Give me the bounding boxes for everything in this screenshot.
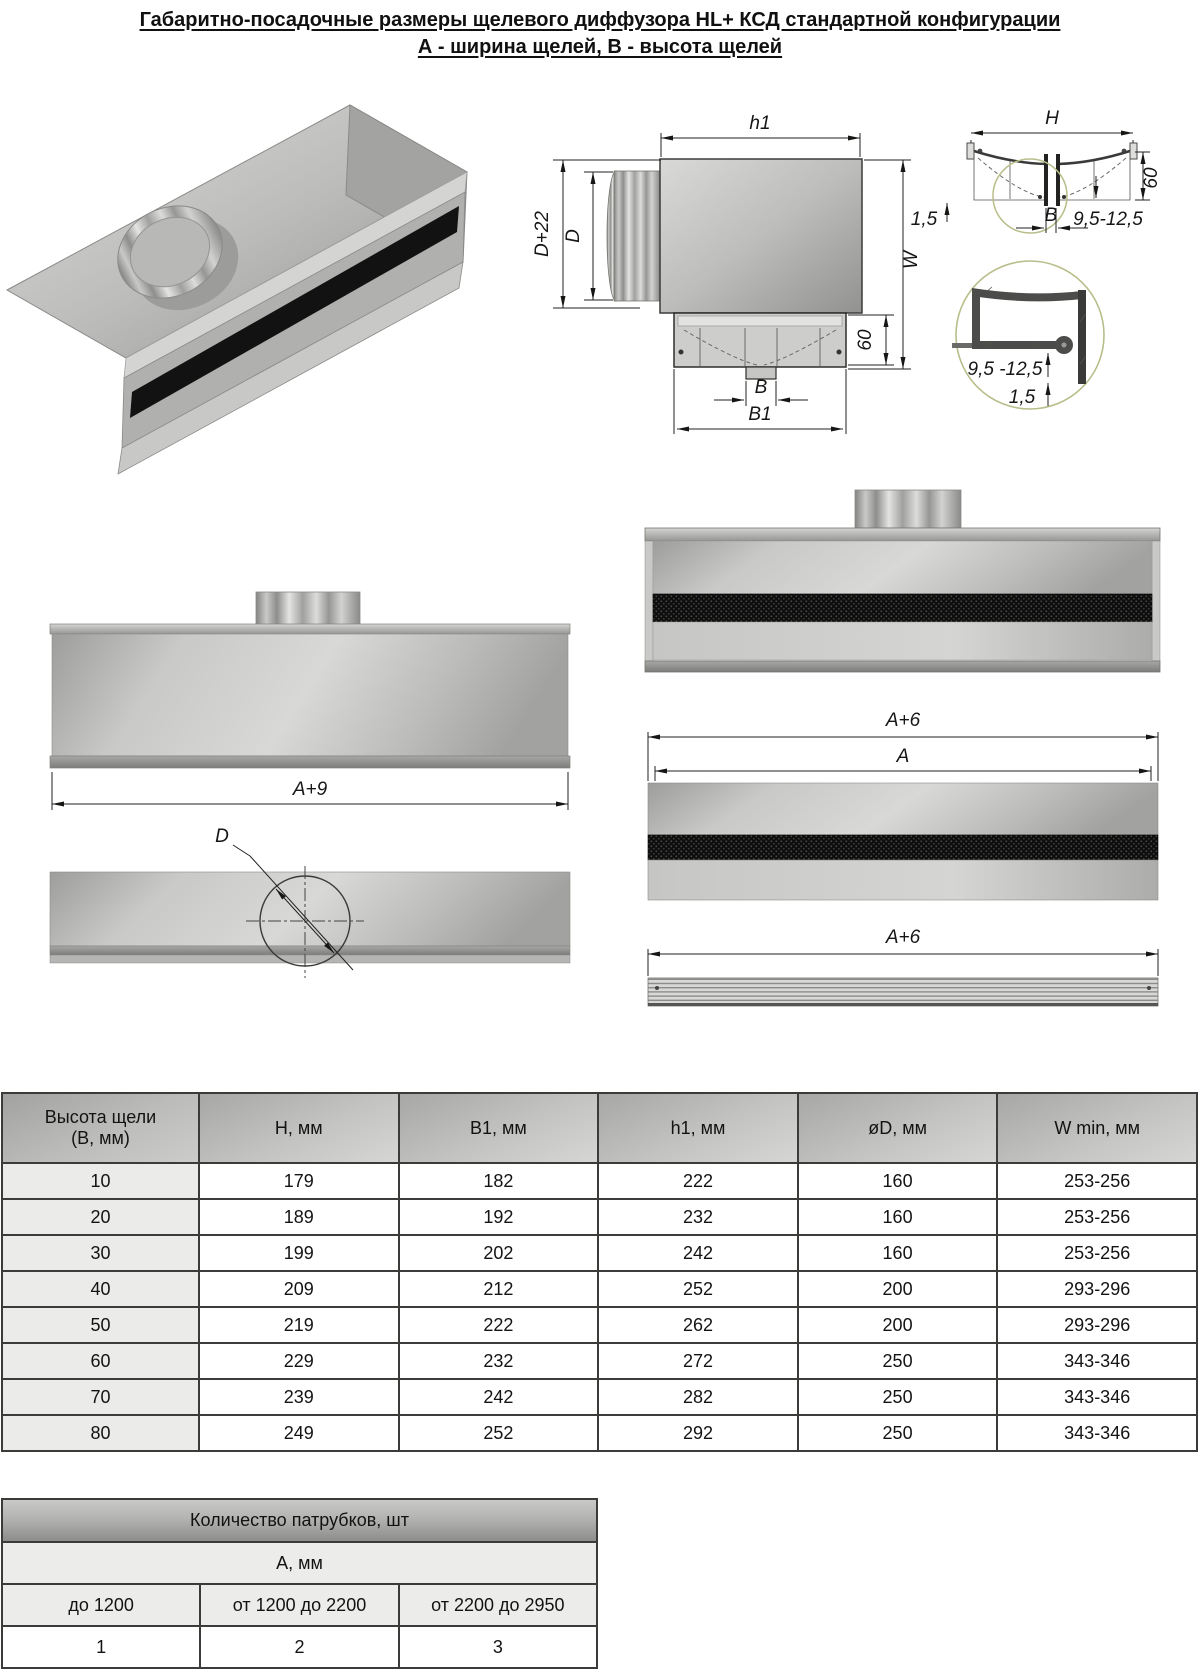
header-d: øD, мм: [798, 1093, 998, 1163]
iso-view: [7, 105, 467, 474]
pipe-table-title: Количество патрубков, шт: [2, 1499, 597, 1542]
table-row: 70 239 242 282 250 343-346: [2, 1379, 1197, 1415]
table-row: 50 219 222 262 200 293-296: [2, 1307, 1197, 1343]
pipe-table-subtitle: А, мм: [2, 1542, 597, 1584]
dim-depth-magnified: 9,5 -12,5: [967, 359, 1043, 380]
side-section-view: [532, 113, 922, 434]
dim-1-5-magnified: 1,5: [1008, 387, 1036, 408]
title-line-2: А - ширина щелей, В - высота щелей: [417, 36, 783, 58]
pipe-table-range-row: до 1200 от 1200 до 2200 от 2200 до 2950: [2, 1584, 597, 1626]
dim-d-plus-22: D+22: [532, 211, 553, 257]
title-line-1: Габаритно-посадочные размеры щелевого диффузора HL+ КСД стандартной конфигурации: [139, 9, 1061, 31]
front-view-d: [50, 826, 570, 978]
header-wmin: W min, мм: [997, 1093, 1197, 1163]
slot-cross-section-detail: [911, 108, 1162, 233]
pipe-count-table: [1, 1498, 598, 1669]
pipe-table-count-row: 1 2 3: [2, 1626, 597, 1668]
header-b1: B1, мм: [399, 1093, 599, 1163]
plan-view-top: [645, 490, 1160, 672]
table-row: 10 179 182 222 160 253-256: [2, 1163, 1197, 1199]
table-row: 40 209 212 252 200 293-296: [2, 1271, 1197, 1307]
dim-b-side: B: [754, 377, 768, 398]
dim-d-front: D: [215, 826, 229, 847]
table-row: 20 189 192 232 160 253-256: [2, 1199, 1197, 1235]
dim-a-plus-6-bottom: A+6: [885, 927, 921, 948]
dim-a-plus-6-top: A+6: [885, 710, 921, 731]
dim-60-side: 60: [855, 329, 876, 351]
dimensions-table: [1, 1092, 1198, 1452]
dim-depth-detail: 9,5-12,5: [1073, 209, 1143, 230]
dim-a: A: [896, 746, 910, 767]
dim-60-detail: 60: [1141, 167, 1162, 189]
dim-h: H: [1045, 108, 1059, 129]
pipe-table-subtitle-row: [2, 1542, 597, 1584]
dim-b1: B1: [748, 404, 772, 425]
magnified-slot-detail: [952, 261, 1104, 409]
header-slot-height: Высота щели (В, мм): [2, 1093, 199, 1163]
dim-d: D: [563, 229, 584, 243]
dim-1-5-detail: 1,5: [910, 209, 938, 230]
pipe-table-title-row: [2, 1499, 597, 1542]
plan-view-face: [648, 710, 1158, 900]
header-h1: h1, мм: [598, 1093, 798, 1163]
dim-w: W: [901, 251, 922, 269]
table-row: 30 199 202 242 160 253-256: [2, 1235, 1197, 1271]
plan-view-profile: [648, 927, 1158, 1006]
slot-box: [674, 313, 846, 379]
table-row: 80 249 252 292 250 343-346: [2, 1415, 1197, 1451]
dim-b-detail: B: [1044, 205, 1058, 226]
dim-a-plus-9: A+9: [292, 779, 328, 800]
table-row: 60 229 232 272 250 343-346: [2, 1343, 1197, 1379]
header-h: H, мм: [199, 1093, 399, 1163]
dim-h1: h1: [749, 113, 771, 134]
front-view-a9: [50, 592, 570, 810]
table-header-row: [2, 1093, 1197, 1163]
